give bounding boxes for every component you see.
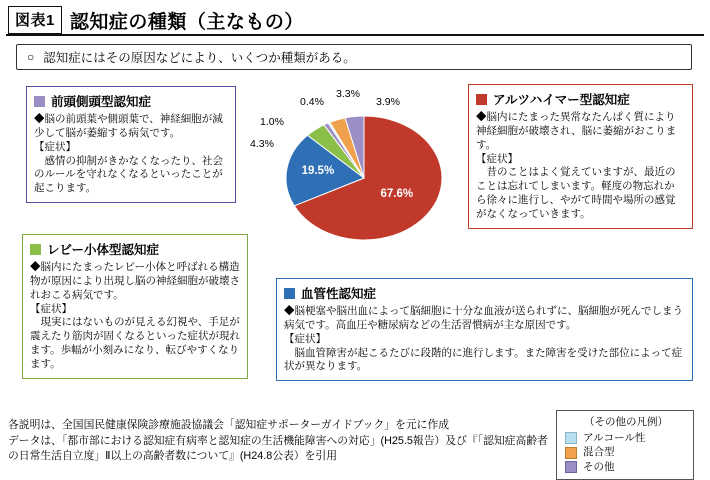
callout-lewy-title: レビー小体型認知症 (47, 243, 160, 257)
callout-frontotemporal (26, 86, 236, 203)
page-title: 認知症の種類（主なもの） (69, 11, 304, 33)
legend-swatch-other (565, 461, 577, 473)
figure-number-tag: 図表1 (8, 6, 62, 34)
legend-swatch-vascular (284, 288, 295, 299)
callout-lewy-body (30, 261, 240, 372)
callout-frontotemporal-header (34, 92, 228, 110)
source-notes (8, 418, 548, 465)
callout-frontotemporal-title: 前頭側頭型認知症 (51, 95, 152, 109)
callout-vascular-title: 血管性認知症 (301, 287, 377, 301)
callout-lewy-desc: ◆脳内にたまったレビー小体と呼ばれる構造物が原因により出現し脳の神経細胞が破壊されおこる病気です。 (30, 261, 240, 301)
legend-swatch-frontotemporal (34, 96, 45, 107)
callout-vascular-symptom-label: 【症状】 (284, 332, 326, 345)
pie-slice-label: 1.0% (260, 116, 284, 128)
callout-vascular-symptom: 脳血管障害が起こるたびに段階的に進行します。また障害を受けた部位によって症状が異なります。 (284, 346, 683, 373)
callout-vascular-body (284, 305, 685, 374)
callout-frontotemporal-symptom: 感情の抑制がきかなくなったり、社会のルールを守れなくなるといったことが起こります。 (34, 154, 223, 195)
page-header (8, 6, 304, 34)
callout-lewy-symptom-label: 【症状】 (30, 302, 72, 315)
source-note-1: 各説明は、全国国民健康保険診療施設協議会「認知症サポーターガイドブック」を元に作成 (8, 419, 450, 431)
legend-swatch-alzheimer (476, 94, 487, 105)
legend-item-other (565, 460, 687, 474)
legend-item-alcohol (565, 431, 687, 445)
lead-statement-box (16, 44, 692, 70)
callout-lewy-header (30, 240, 240, 258)
lead-statement-text: 認知症にはその原因などにより、いくつか種類がある。 (43, 51, 356, 65)
callout-lewy-symptom: 現実にはないものが見える幻視や、手足が震えたり筋肉が固くなるといった症状が現れます。歩幅が小刻みになり、転びやすくなります。 (30, 316, 240, 371)
callout-alzheimer-header (476, 90, 685, 108)
callout-alzheimer-body (476, 111, 685, 222)
legend-swatch-mixed (565, 447, 577, 459)
dementia-type-pie-chart (250, 86, 472, 256)
header-divider (6, 34, 704, 36)
legend-label-alcohol: アルコール性 (583, 432, 646, 444)
pie-slice-label: 0.4% (300, 96, 324, 108)
other-legend (556, 410, 694, 480)
legend-label-mixed: 混合型 (583, 446, 615, 459)
legend-label-other: その他 (583, 460, 615, 473)
legend-swatch-lewy (30, 244, 41, 255)
callout-alzheimer (468, 84, 693, 229)
callout-vascular (276, 278, 693, 381)
legend-item-mixed (565, 445, 687, 459)
callout-vascular-header (284, 284, 685, 302)
callout-alzheimer-desc: ◆脳内にたまった異常なたんぱく質により神経細胞が破壊され、脳に萎縮がおこります。 (476, 111, 677, 151)
pie-slice-label: 19.5% (301, 164, 335, 177)
pie-svg (275, 108, 453, 248)
pie-slice-label: 3.9% (376, 96, 400, 108)
legend-swatch-alcohol (565, 432, 577, 444)
bullet-circle-icon: ○ (27, 50, 35, 64)
callout-alzheimer-title: アルツハイマー型認知症 (493, 93, 630, 107)
pie-slice-label: 3.3% (336, 88, 360, 100)
callout-frontotemporal-desc: ◆脳の前頭葉や側頭葉で、神経細胞が減少して脳が萎縮する病気です。 (34, 113, 223, 139)
callout-alzheimer-symptom-label: 【症状】 (476, 152, 518, 165)
other-legend-title: （その他の凡例） (584, 416, 668, 428)
callout-lewy (22, 234, 248, 379)
pie-slices (286, 116, 442, 240)
callout-frontotemporal-symptom-label: 【症状】 (34, 140, 76, 153)
callout-frontotemporal-body (34, 113, 228, 196)
pie-slice-label: 4.3% (250, 138, 274, 150)
source-note-2: データは、「都市部における認知症有病率と認知症の生活機能障害への対応」(H25.5報告）及び『「認知症高齢者の日常生活自立度」Ⅱ以上の高齢者数について』(H24.8公表）を引用 (8, 434, 548, 463)
callout-vascular-desc: ◆脳梗塞や脳出血によって脳細胞に十分な血液が送られずに、脳細胞が死んでしまう病気です。高血圧や糖尿病などの生活習慣病が主な原因です。 (284, 305, 683, 331)
callout-alzheimer-symptom: 昔のことはよく覚えていますが、最近のことは忘れてしまいます。軽度の物忘れから徐々に進行し、やがて時間や場所の感覚がなくなっていきます。 (476, 166, 676, 221)
pie-slice-label: 67.6% (380, 187, 414, 200)
